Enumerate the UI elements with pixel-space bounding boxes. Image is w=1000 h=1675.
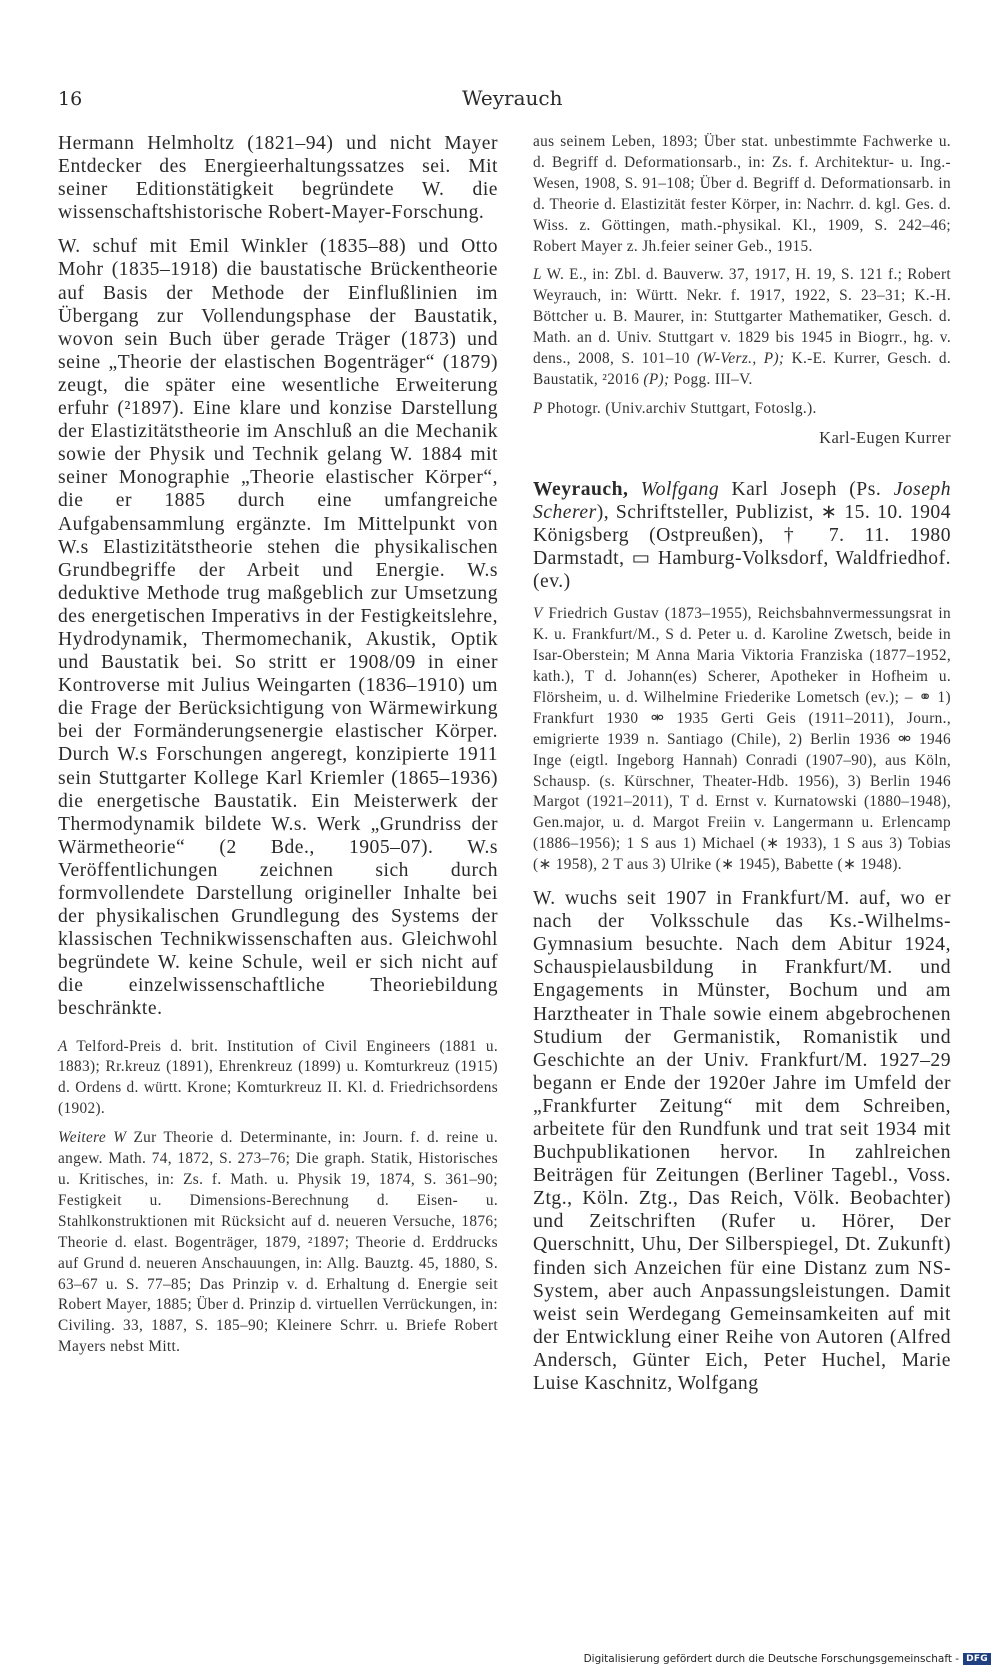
photo-sigil: P: [533, 399, 543, 417]
works-sigil: Weitere W: [58, 1129, 127, 1147]
body-paragraph: W. schuf mit Emil Winkler (1835–88) und Otto Mohr (1835–1918) die baustatische Brückentheorie auf Basis der Methode der Einflußlinien im Übergang zur Vollendungsphase der Baustatik, wovon sein Buch über gerade Träger (1873) und seine „Theorie der elastischen Bogenträger“ (1879) zeugt, die später eine wesentliche Erweiterung erfuhr (²1897). Eine klare und konzise Darstellung der Elastizitätstheorie im Anschluß an die Mechanik sowie der Physik und Technik gelang W. 1884 mit seiner Monographie „Theorie elastischer Körper“, die er 1885 durch eine umfangreiche Aufgabensammlung ergänzte. Im Mittelpunkt von W.s Elastizitätstheorie stehen die physikalischen Grundbegriffe der Arbeit und Energie. W.s deduktive Methode trug maßgeblich zur Umsetzung des energetischen Imperativs in der Festigkeitslehre, Hydrodynamik, Thermomechanik, Akustik, Optik und Baustatik bei. So stritt er 1908/09 in einer Kontroverse mit Julius Weingarten (1836–1910) um die Frage der Berücksichtigung von Wärmewirkung bei der Formänderungsenergie elastischer Körper. Durch W.s Forschungen angeregt, konzipierte 1911 sein Stuttgarter Kollege Karl Kriemler (1865–1936) die energetische Baustatik. Ein Meisterwerk der Thermodynamik bildete W.s. Werk „Grundriss der Wärmetheorie“ (2 Bde., 1905–07). W.s Veröffentlichungen zeichnen sich durch formvollendete Darstellung origineller Inhalte bei der physikalischen Grundlegung des Systems der klassischen Technikwissenschaften aus. Gleichwohl begründete W. keine Schule, weil er sich nicht auf die einzelwissenschaftliche Theoriebildung beschränkte.: [58, 236, 498, 1020]
awards-text: Telford-Preis d. brit. Institution of Civil Engineers (1881 u. 1883); Rr.kreuz (1891), Ehrenkreuz (1899) u. Komturkreuz (1915) d. Ordens d. württ. Krone; Komturkreuz II. Kl. d. Friedrichsordens (1902).: [58, 1037, 498, 1118]
awards-section: [58, 1037, 498, 1121]
literature-sigil: L: [533, 266, 542, 284]
works-text: Zur Theorie d. Determinante, in: Journ. f. d. reine u. angew. Math. 74, 1872, S. 273–76; Die graph. Statik, Historisches u. Kritisches, in: Zs. f. Math. u. Physik 19, 1874, S. 361–90; Festigkeit u. Dimensions-Berechnung d. Eisen- u. Stahlkonstruktionen mit Rücksicht auf d. neueren Versuche, 1876; Theorie d. elast. Bogenträger, 1879, ²1897; Theorie d. Erddrucks auf Grund d. neueren Anschauungen, in: Allg. Bauztg. 45, 1880, S. 63–67 u. S. 77–85; Das Prinzip v. d. Erhaltung d. Energie seit Robert Mayer, 1885; Über d. Prinzip d. virtuellen Verrückungen, in: Civiling. 33, 1887, S. 185–90; Kleinere Schrr. u. Briefe Robert Mayers nebst Mitt.: [58, 1129, 498, 1356]
author-signature: Karl-Eugen Kurrer: [819, 427, 951, 447]
body-paragraph: Hermann Helmholtz (1821–94) und nicht Mayer Entdecker des Energieerhaltungssatzes sei. Mit seiner Editionstätigkeit begründete W. die wissenschaftshistorische Robert-Mayer-Forschung.: [58, 133, 498, 224]
genealogy-sigil: V: [533, 605, 543, 623]
literature-text: K.-E. Kurrer, Gesch. d. Baustatik, ²2016: [533, 350, 951, 388]
literature-section: [533, 265, 951, 390]
dfg-logo-icon: DFG: [963, 1653, 991, 1665]
right-column: [533, 132, 951, 1395]
entry-surname: Weyrauch,: [533, 478, 629, 500]
body-paragraph: W. wuchs seit 1907 in Frankfurt/M. auf, wo er nach der Volksschule das Ks.-Wilhelms-Gymnasium besuchte. Nach dem Abitur 1924, Schauspielausbildung in Frankfurt/M. und Engagements in Münster, Bochum und am Harztheater in Thale sowie einem abgebrochenen Studium der Germanistik, Romanistik und Geschichte an der Univ. Frankfurt/M. 1927–29 begann er Ende der 1920er Jahre im Umfeld der „Frankfurter Zeitung“ mit dem Schreiben, arbeitete für den Rundfunk und trat seit 1934 mit Buchpublikationen hervor. In zahlreichen Beiträgen für Zeitungen (Berliner Tagebl., Voss. Ztg., Köln. Ztg., Das Reich, Völk. Beobachter) und Zeitschriften (Rufer u. Hörer, Der Querschnitt, Uhu, Der Silberspiegel, Dt. Zukunft) finden sich Anzeichen für eine Distanz zum NS-System, aber auch Anpassungsleistungen. Damit weist sein Werdegang Gemeinsamkeiten auf mit der Entwicklung einer Reihe von Autoren (Alfred Andersch, Günter Eich, Peter Huchel, Marie Luise Kaschnitz, Wolfgang: [533, 888, 951, 1394]
literature-text-italic: (W-Verz., P);: [697, 350, 785, 368]
literature-text-italic: (P);: [643, 370, 670, 388]
footer-text: Digitalisierung gefördert durch die Deutsche Forschungsgemeinschaft -: [583, 1653, 960, 1665]
works-section: [58, 1128, 498, 1358]
literature-text: Pogg. III–V.: [669, 370, 753, 388]
running-head: Weyrauch: [462, 86, 563, 110]
entry-info: ), Schriftsteller, Publizist, ∗ 15. 10. 1904 Königsberg (Ostpreußen), † 7. 11. 1980 Darmstadt, ▭ Hamburg-Volksdorf, Waldfriedhof. (ev.): [533, 501, 951, 593]
works-continuation: aus seinem Leben, 1893; Über stat. unbestimmte Fachwerke u. d. Begriff d. Deformationsarb., in: Zs. f. Architektur- u. Ing.-Wesen, 1908, S. 91–108; Über d. Begriff d. Deformationsarb. in d. Theorie d. Elastizität fester Körper, in: Nachrr. d. kgl. Ges. d. Wiss. z. Göttingen, math.-physikal. Kl., 1909, S. 242–46; Robert Mayer z. Jh.feier seiner Geb., 1915.: [533, 133, 951, 255]
entry-pseudonym: Joseph Scherer: [533, 478, 951, 523]
photo-text: Photogr. (Univ.archiv Stuttgart, Fotoslg.).: [542, 399, 817, 417]
entry-heading: [533, 478, 951, 593]
genealogy-section: [533, 604, 951, 876]
entry-given-rest: Karl Joseph (Ps.: [719, 478, 894, 500]
photo-section: [533, 399, 951, 420]
left-column: [58, 132, 498, 1358]
genealogy-text: Friedrich Gustav (1873–1955), Reichsbahnvermessungsrat in K. u. Frankfurt/M., S d. Peter u. d. Karoline Zwetsch, beide in Isar-Oberstein; M Anna Maria Viktoria Franziska (1877–1952, kath.), T d. Johann(es) Scherer, Apotheker in Hofheim u. Flörsheim, u. d. Wilhelmine Friederike Lometsch (ev.); – ⚭ 1) Frankfurt 1930 ⚮ 1935 Gerti Geis (1911–2011), Journ., emigrierte 1939 n. Santiago (Chile), 2) Berlin 1936 ⚮ 1946 Inge (eigtl. Ingeborg Hannah) Conradi (1907–90), aus Köln, Schausp. (s. Kürschner, Theater-Hdb. 1956), 3) Berlin 1946 Margot (1921–2011), T d. Ernst v. Kurnatowski (1880–1948), Gen.major, u. d. Margot Freiin v. Langermann u. Erlencamp (1886–1956); 1 S aus 1) Michael (∗ 1933), 1 S aus 3) Tobias (∗ 1958), 2 T aus 3) Ulrike (∗ 1945), Babette (∗ 1948).: [533, 605, 951, 874]
footer-credit: [584, 1653, 991, 1665]
page-number: 16: [58, 88, 83, 110]
entry-given-name: Wolfgang: [628, 478, 720, 500]
awards-sigil: A: [58, 1037, 68, 1055]
literature-text: W. E., in: Zbl. d. Bauverw. 37, 1917, H. 19, S. 121 f.; Robert Weyrauch, in: Württ. Nekr. f. 1917, 1922, S. 23–31; K.-H. Böttcher u. B. Maurer, in: Stuttgarter Mathematiker, Gesch. d. Math. an d. Univ. Stuttgart v. 1829 bis 1945 in Biogrr., hg. v. dens., 2008, S. 101–10: [533, 266, 951, 368]
